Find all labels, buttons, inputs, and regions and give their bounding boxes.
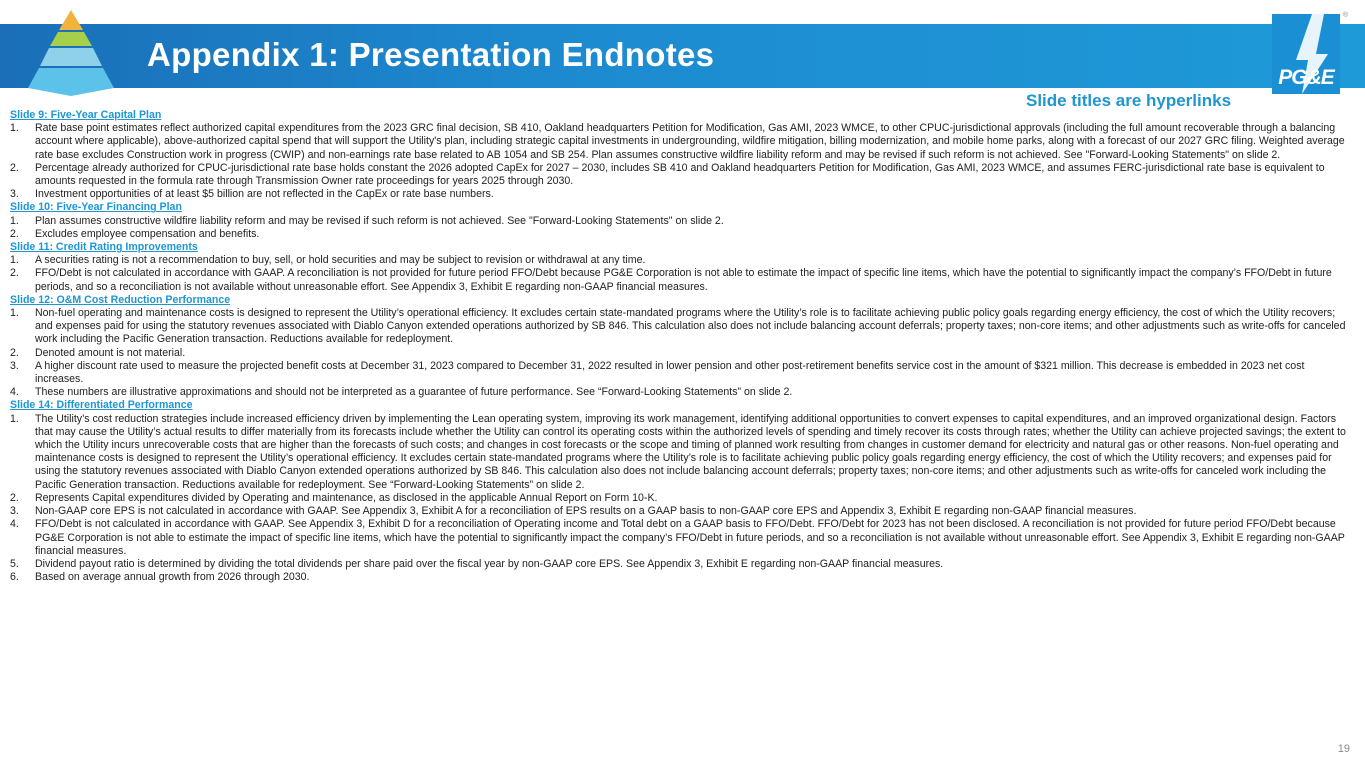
endnote-text: Denoted amount is not material. — [35, 346, 186, 359]
endnote-text: Dividend payout ratio is determined by dividing the total dividends per share paid over the fiscal year by non-GAAP core EPS. See Appendix 3, Exhibit E regarding non-GAAP financial measures. — [35, 557, 944, 570]
endnote-number: 3. — [10, 505, 19, 518]
endnotes-content — [10, 109, 1352, 584]
endnote-item — [10, 254, 1352, 267]
endnote-item — [10, 228, 1352, 241]
endnote-number: 3. — [10, 359, 19, 372]
endnote-number: 1. — [10, 412, 19, 425]
hyperlink-note: Slide titles are hyperlinks — [1026, 91, 1232, 110]
endnote-number: 1. — [10, 122, 19, 135]
endnote-number: 2. — [10, 346, 19, 359]
page-title: Appendix 1: Presentation Endnotes — [147, 36, 715, 73]
section-title-link[interactable]: Slide 11: Credit Rating Improvements — [10, 241, 198, 254]
endnote-item — [10, 413, 1352, 492]
endnote-number: 1. — [10, 214, 19, 227]
endnote-text: Non-GAAP core EPS is not calculated in accordance with GAAP. See Appendix 3, Exhibit A for a reconciliation of EPS results on a GAAP basis to non-GAAP core EPS and Appendix 3, Exhibit E regarding non-GAAP financial measures. — [35, 505, 1137, 518]
endnote-text: These numbers are illustrative approximations and should not be interpreted as a guarantee of future performance. See “Forward-Looking Statements” on slide 2. — [35, 386, 793, 399]
endnote-number: 2. — [10, 491, 19, 504]
endnote-item — [10, 558, 1352, 571]
endnote-text: Excludes employee compensation and benefits. — [35, 227, 260, 240]
endnote-item — [10, 492, 1352, 505]
logo-registered-mark: ® — [1342, 12, 1348, 19]
endnote-number: 3. — [10, 188, 19, 201]
endnote-text: Based on average annual growth from 2026 through 2030. — [35, 571, 310, 584]
endnote-text: FFO/Debt is not calculated in accordance with GAAP. See Appendix 3, Exhibit D for a reconciliation of Operating income and Total debt on a GAAP basis to FFO/Debt. FFO/Debt for 2023 has not been disclosed. A reconciliation is not provided for future period FFO/Debt because PG&E Corporation is not able to estimate the impact of specific line items, which have the potential to significantly impact the company’s FFO/Debt in future periods, and so a reconciliation is not available without unreasonable effort. See Appendix 3, Exhibit E regarding non-GAAP financial measures. — [35, 518, 1345, 557]
page-number: 19 — [1337, 743, 1350, 755]
endnote-number: 4. — [10, 386, 19, 399]
endnote-item — [10, 188, 1352, 201]
endnote-text: Plan assumes constructive wildfire liability reform and may be revised if such reform is not achieved. See "Forward-Looking Statements" on slide 2. — [35, 214, 724, 227]
endnote-number: 5. — [10, 557, 19, 570]
endnote-item — [10, 360, 1352, 386]
endnote-item — [10, 386, 1352, 399]
endnote-number: 1. — [10, 307, 19, 320]
endnote-number: 1. — [10, 254, 19, 267]
endnote-text: Rate base point estimates reflect authorized capital expenditures from the 2023 GRC final decision, SB 410, Oakland headquarters Petition for Modification, Gas AMI, 2023 WMCE, to other CPUC-jurisdictional approvals (including the full amount recoverable through a balancing account where applicable), above-authorized capital spend that will support the Utility's plan, including strategic capital investments in undergrounding, wildfire mitigation, billing modernization, and mobile home parks, along with a forecast of our 2027 GRC filing. Weighted average rate base excludes Construction work in progress (CWIP) and non-earnings rate base related to AB 1054 and SB 254. Plan assumes constructive wildfire liability reform and may be revised if such reform is not achieved. See "Forward-Looking Statements" on slide 2. — [35, 122, 1345, 161]
endnote-text: Investment opportunities of at least $5 billion are not reflected in the CapEx or rate base numbers. — [35, 188, 494, 201]
pyramid-icon — [22, 8, 120, 98]
endnote-text: FFO/Debt is not calculated in accordance with GAAP. A reconciliation is not provided for future period FFO/Debt because PG&E Corporation is not able to estimate the impact of specific line items, which have the potential to significantly impact the company’s FFO/Debt in future periods, and so a reconciliation is not available without unreasonable effort. See Appendix 3, Exhibit E regarding non-GAAP financial measures. — [35, 267, 1332, 293]
endnote-number: 2. — [10, 267, 19, 280]
endnote-item — [10, 162, 1352, 188]
endnote-item — [10, 307, 1352, 347]
section-title-link[interactable]: Slide 14: Differentiated Performance — [10, 399, 193, 412]
endnote-text: Percentage already authorized for CPUC-jurisdictional rate base holds constant the 2026 adopted CapEx for 2027 – 2030, includes SB 410 and Oakland headquarters Petition for Modification, Gas AMI, 2023 WMCE, and assumes FERC-jurisdictional rate base is equivalent to amounts requested in the formula rate through Transmission Owner rate proceedings for years 2025 through 2030. — [35, 161, 1325, 188]
pge-logo — [1272, 12, 1348, 94]
endnote-text: A higher discount rate used to measure the projected benefit costs at December 31, 2023 compared to December 31, 2022 resulted in lower pension and other post-retirement benefits service cost in the amount of $321 million. This decrease is embedded in 2023 net cost increases. — [35, 359, 1305, 386]
endnote-item — [10, 505, 1352, 518]
endnote-text: A securities rating is not a recommendation to buy, sell, or hold securities and may be subject to revision or withdrawal at any time. — [35, 254, 646, 267]
section-title-link[interactable]: Slide 12: O&M Cost Reduction Performance — [10, 293, 231, 306]
endnote-number: 4. — [10, 518, 19, 531]
section-title-link[interactable]: Slide 10: Five-Year Financing Plan — [10, 201, 182, 214]
logo-text: PG&E — [1278, 66, 1334, 89]
endnote-text: Non-fuel operating and maintenance costs is designed to represent the Utility’s operational efficiency. It excludes certain state-mandated programs where the Utility’s role is to facilitate achieving public policy goals regarding energy efficiency, the cost of which the Utility recovers; and expenses paid for using the statutory revenues associated with Diablo Canyon extended operations authorized by SB 846. This calculation also does not include balancing account deferrals; property taxes; non-core items; and other adjustments such as write-offs for canceled work including the Pacific Generation transaction. Reductions available for redeployment. — [35, 307, 1346, 346]
endnote-item — [10, 122, 1352, 162]
endnote-number: 6. — [10, 571, 19, 584]
endnote-item — [10, 267, 1352, 293]
endnote-number: 2. — [10, 227, 19, 240]
endnote-number: 2. — [10, 161, 19, 174]
endnote-text: Represents Capital expenditures divided by Operating and maintenance, as disclosed in the applicable Annual Report on Form 10-K. — [35, 491, 658, 504]
endnote-item — [10, 347, 1352, 360]
endnote-item — [10, 215, 1352, 228]
endnote-text: The Utility’s cost reduction strategies include increased efficiency driven by implementing the Lean operating system, improving its work management, identifying additional opportunities to convert expenses to capital expenditures, and an improved organizational design. Factors that may cause the Utility’s actual results to differ materially from its forecasts include whether the Utility can control its operating costs within the authorized levels of spending and timely recover its costs through rates; whether the Utility can achieve projected savings; the extent to which the Utility incurs unrecoverable costs that are higher than the forecasts of such costs; and changes in cost forecasts or the scope and timing of planned work resulting from changes in customer demand for electricity and natural gas or other reasons. Non-fuel operating and maintenance costs is designed to represent the Utility’s operational efficiency. It excludes certain state-mandated programs where the Utility’s role is to facilitate achieving public policy goals regarding energy efficiency, the cost of which the Utility recovers; and expenses paid for using the statutory revenues associated with Diablo Canyon extended operations authorized by SB 846. This calculation also does not include balancing account deferrals; property taxes; non-core items; and other adjustments such as write-offs for canceled work including the Pacific Generation transaction. Reductions available for redeployment. See “Forward-Looking Statements” on slide 2. — [35, 412, 1346, 491]
endnote-item — [10, 571, 1352, 584]
section-title-link[interactable]: Slide 9: Five-Year Capital Plan — [10, 109, 162, 121]
endnote-item — [10, 518, 1352, 558]
